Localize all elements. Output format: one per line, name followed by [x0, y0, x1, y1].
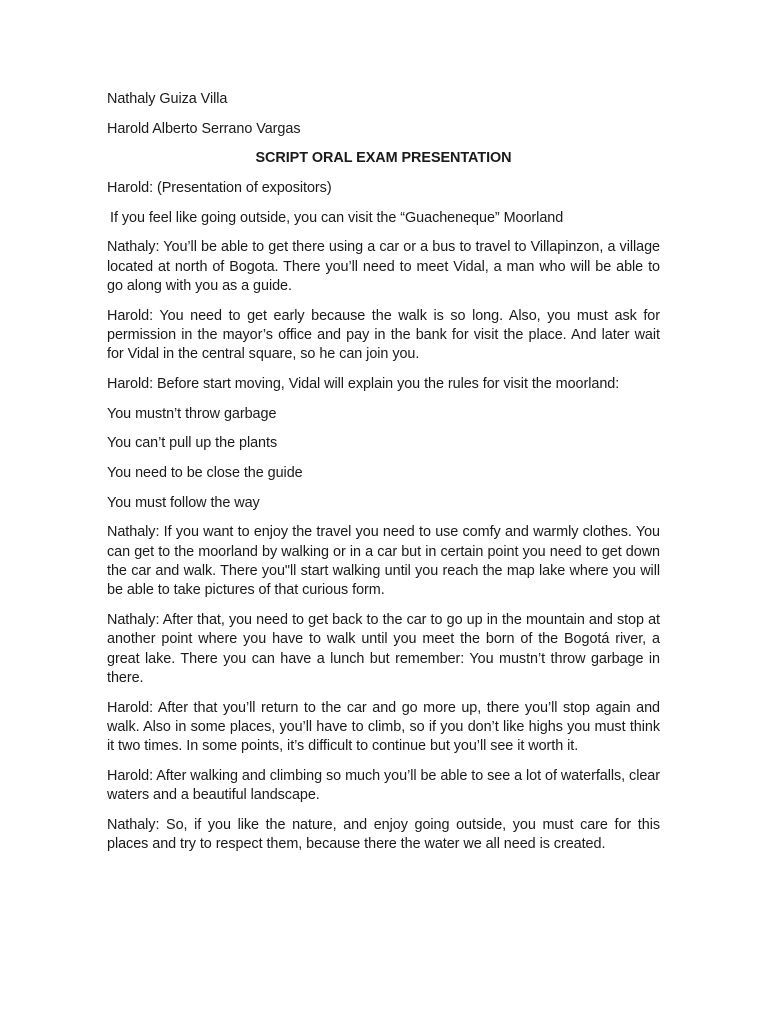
paragraph-nathaly-mountain: Nathaly: After that, you need to get back to the car to go up in the mountain and stop at another point where you have to walk until you meet the born of the Bogotá river, a great lake. There you can have a lunch but remember: You mustn’t throw garbage in there.: [107, 612, 660, 686]
document-body: [107, 90, 660, 865]
rule-item-guide: You need to be close the guide: [107, 465, 303, 482]
rule-item-garbage: You mustn’t throw garbage: [107, 405, 277, 422]
paragraph-nathaly-transport: Nathaly: You’ll be able to get there using a car or a bus to travel to Villapinzon, a village located at north of Bogota. There you’ll need to meet Vidal, a man who will be able to go along with you as a guide.: [107, 239, 660, 295]
paragraph-harold-climb: Harold: After that you’ll return to the car and go more up, there you’ll stop again and walk. Also in some places, you’ll have to climb, so if you don’t like highs you must think it two times. In some points, it’s difficult to continue but you’ll see it worth it.: [107, 699, 660, 755]
rule-item-way: You must follow the way: [107, 494, 260, 511]
rule-item-plants: You can’t pull up the plants: [107, 435, 278, 452]
author-name-1: Nathaly Guiza Villa: [107, 91, 228, 107]
paragraph-presentation: Harold: (Presentation of expositors): [107, 180, 332, 197]
paragraph-nathaly-conclusion: Nathaly: So, if you like the nature, and enjoy going outside, you must care for this places and try to respect them, because there the water we all need is created.: [107, 816, 660, 853]
paragraph-harold-permission: Harold: You need to get early because the walk is so long. Also, you must ask for permission in the mayor’s office and pay in the bank for visit the place. And later wait for Vidal in the central square, so he can join you.: [107, 307, 660, 363]
paragraph-intro: If you feel like going outside, you can visit the “Guacheneque” Moorland: [110, 209, 564, 226]
document-title: SCRIPT ORAL EXAM PRESENTATION: [255, 150, 512, 167]
paragraph-harold-rules: Harold: Before start moving, Vidal will explain you the rules for visit the moorland:: [107, 376, 620, 392]
paragraph-harold-waterfalls: Harold: After walking and climbing so much you’ll be able to see a lot of waterfalls, clear waters and a beautiful landscape.: [107, 767, 660, 804]
paragraph-nathaly-clothes: Nathaly: If you want to enjoy the travel you need to use comfy and warmly clothes. You can get to the moorland by walking or in a car but in certain point you need to get down the car and walk. There you"ll start walking until you reach the map lake where you will be able to take pictures of that curious form.: [107, 524, 660, 599]
author-name-2: Harold Alberto Serrano Vargas: [107, 120, 301, 137]
